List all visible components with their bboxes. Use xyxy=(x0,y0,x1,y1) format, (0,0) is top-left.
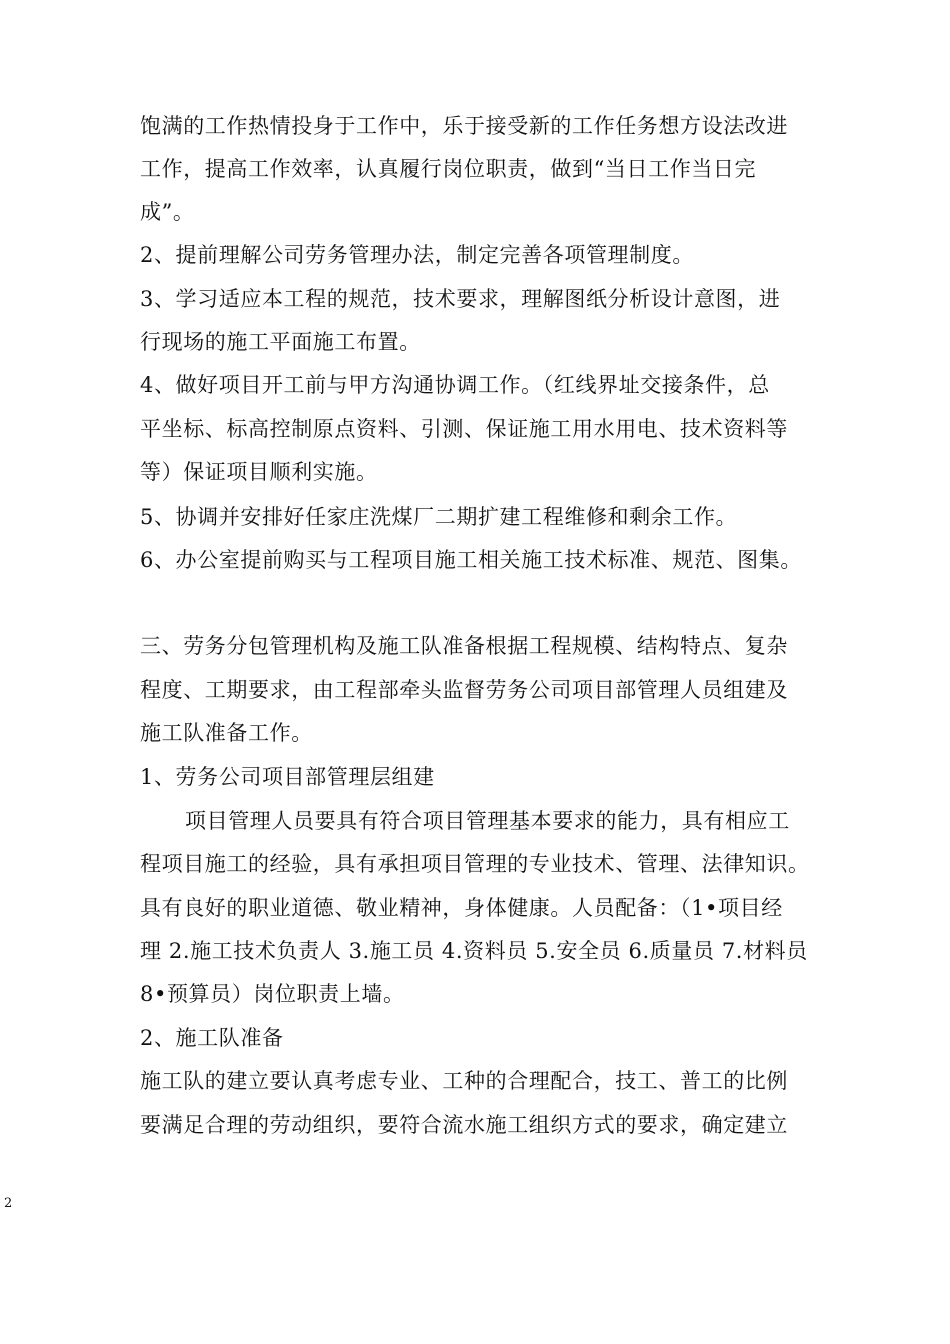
page-number: 2 xyxy=(4,1196,13,1211)
text-line: 2、提前理解公司劳务管理办法，制定完善各项管理制度。 xyxy=(140,243,694,267)
subheading: 1、劳务公司项目部管理层组建 xyxy=(140,765,435,789)
subheading: 2、施工队准备 xyxy=(140,1026,284,1050)
section-heading: 三、劳务分包管理机构及施工队准备根据工程规模、结构特点、复杂 xyxy=(140,634,788,658)
text-line: 理 2.施工技术负责人 3.施工员 4.资料员 5.安全员 6.质量员 7.材料员 xyxy=(140,939,808,963)
text-line: 工作，提高工作效率，认真履行岗位职责，做到“当日工作当日完 xyxy=(140,157,757,181)
text-line: 成”。 xyxy=(140,200,195,224)
text-line: 8•预算员）岗位职责上墙。 xyxy=(140,982,405,1006)
text-line: 项目管理人员要具有符合项目管理基本要求的能力，具有相应工 xyxy=(185,809,790,833)
text-line: 6、办公室提前购买与工程项目施工相关施工技术标准、规范、图集。 xyxy=(140,548,802,572)
text-line: 3、学习适应本工程的规范，技术要求，理解图纸分析设计意图，进 xyxy=(140,287,781,311)
text-line: 要满足合理的劳动组织，要符合流水施工组织方式的要求，确定建立 xyxy=(140,1113,788,1137)
text-line: 程项目施工的经验，具有承担项目管理的专业技术、管理、法律知识。 xyxy=(140,852,810,876)
text-line: 施工队的建立要认真考虑专业、工种的合理配合，技工、普工的比例 xyxy=(140,1069,788,1093)
text-line: 4、做好项目开工前与甲方沟通协调工作。（红线界址交接条件，总 xyxy=(140,373,770,397)
text-line: 等）保证项目顺利实施。 xyxy=(140,460,378,484)
text-line: 5、协调并安排好任家庄洗煤厂二期扩建工程维修和剩余工作。 xyxy=(140,505,738,529)
text-line: 饱满的工作热情投身于工作中，乐于接受新的工作任务想方设法改进 xyxy=(140,114,788,138)
text-line: 平坐标、标高控制原点资料、引测、保证施工用水用电、技术资料等 xyxy=(140,417,788,441)
text-line: 具有良好的职业道德、敬业精神，身体健康。人员配备：（1•项目经 xyxy=(140,896,783,920)
text-line: 施工队准备工作。 xyxy=(140,721,313,745)
text-line: 行现场的施工平面施工布置。 xyxy=(140,330,421,354)
text-line: 程度、工期要求，由工程部牵头监督劳务公司项目部管理人员组建及 xyxy=(140,678,788,702)
